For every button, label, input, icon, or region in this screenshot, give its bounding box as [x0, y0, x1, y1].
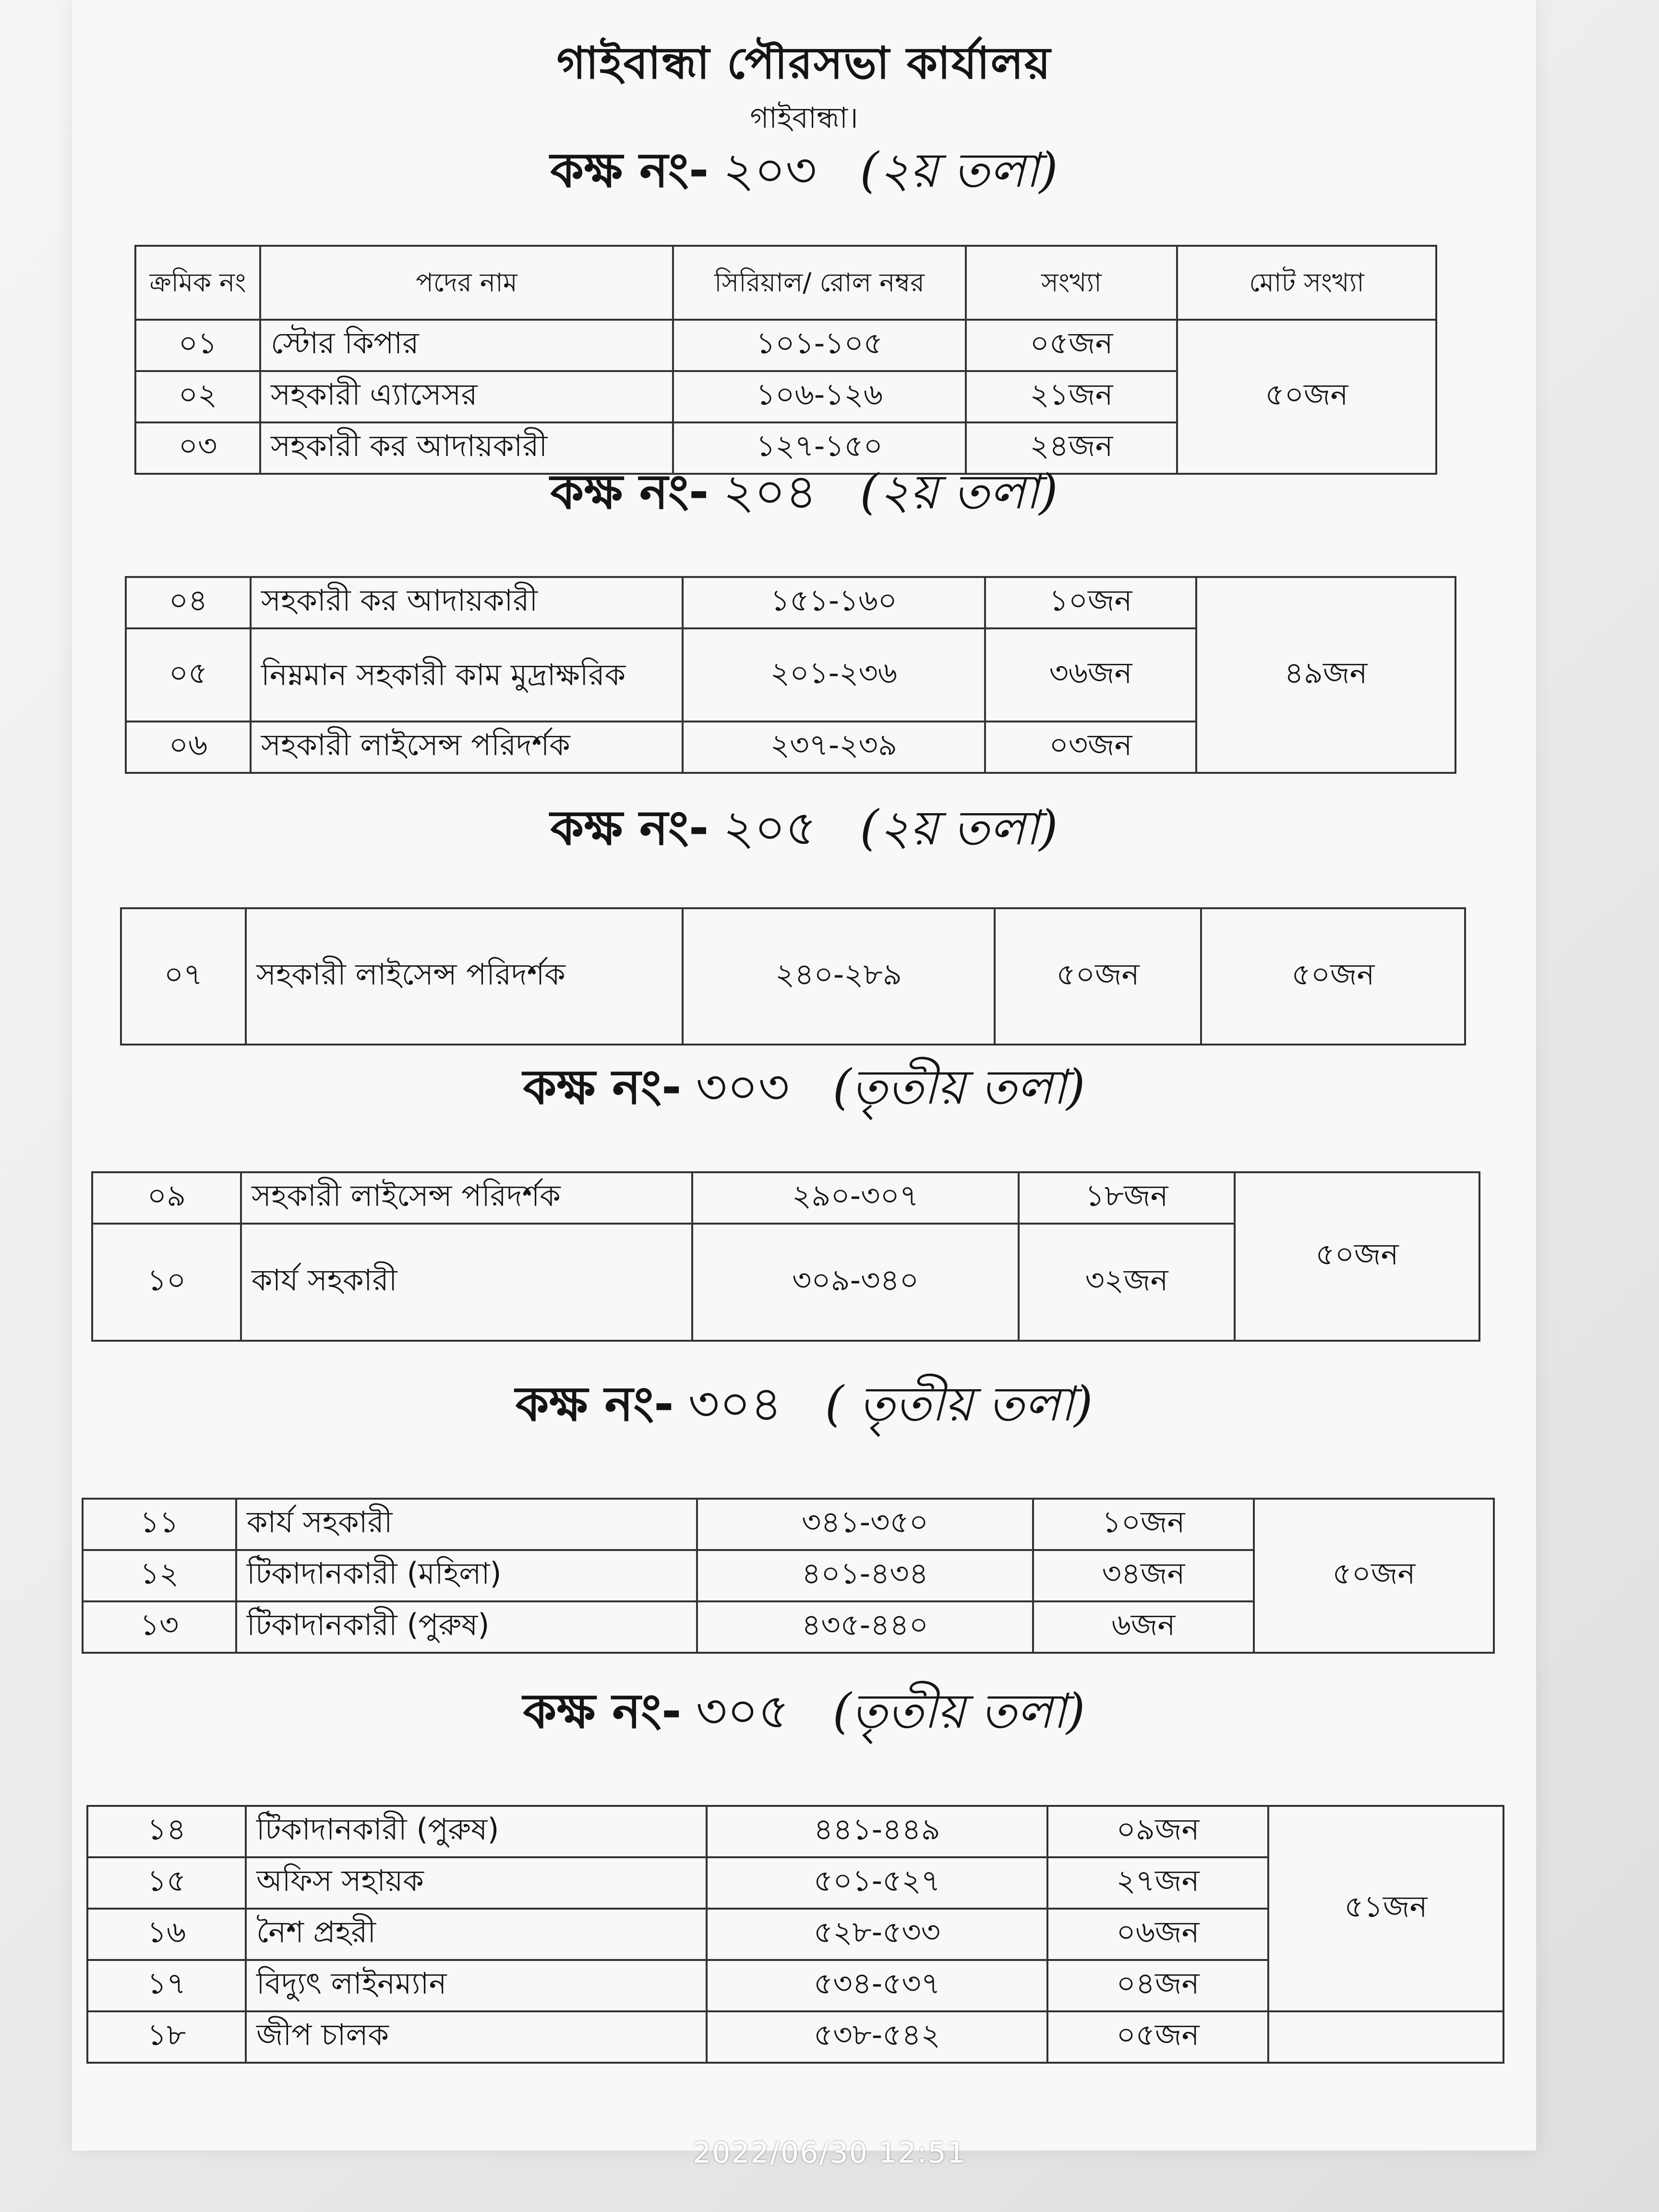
roll-cell: ৫৩৪-৫৩৭	[707, 1960, 1047, 2011]
serial-cell: ১১	[83, 1499, 236, 1550]
count-cell: ০৬জন	[1047, 1909, 1268, 1960]
count-cell: ৩৪জন	[1033, 1550, 1254, 1601]
total-cell: ৫০জন	[1254, 1499, 1494, 1653]
serial-cell: ০৪	[126, 577, 251, 628]
serial-cell: ০৬	[126, 721, 251, 773]
header-count: সংখ্যা	[966, 246, 1177, 320]
room-number: ৩০৪	[688, 1376, 782, 1432]
room-floor: ( তৃতীয় তলা)	[825, 1376, 1093, 1432]
room-table	[120, 907, 1466, 1046]
post-cell: সহকারী কর আদায়কারী	[251, 577, 683, 628]
roll-cell: ১২৭-১৫০	[673, 422, 966, 474]
roll-cell: ১০৬-১২৬	[673, 371, 966, 422]
post-cell: বিদ্যুৎ লাইনম্যান	[246, 1960, 707, 2011]
count-cell: ১৮জন	[1019, 1172, 1235, 1224]
roll-cell: ৫৩৮-৫৪২	[707, 2011, 1047, 2063]
count-cell: ৩৬জন	[985, 628, 1196, 721]
office-subtitle: গাইবান্ধা।	[750, 101, 858, 135]
count-cell: ৫০জন	[995, 908, 1201, 1045]
roll-cell: ৩০৯-৩৪০	[692, 1224, 1019, 1341]
total-cell: ৫০জন	[1235, 1172, 1479, 1341]
post-cell: টিকাদানকারী (পুরুষ)	[246, 1806, 707, 1857]
room-label: কক্ষ নং-	[550, 464, 709, 520]
count-cell: ০৩জন	[985, 721, 1196, 773]
office-title: গাইবান্ধা পৌরসভা কার্যালয়	[556, 37, 1052, 89]
post-cell: সহকারী এ্যাসেসর	[260, 371, 673, 422]
count-cell: ০৫জন	[966, 320, 1177, 371]
count-cell: ৬জন	[1033, 1601, 1254, 1653]
count-cell: ১০জন	[1033, 1499, 1254, 1550]
roll-cell: ৩৪১-৩৫০	[697, 1499, 1033, 1550]
roll-cell: ৪৪১-৪৪৯	[707, 1806, 1047, 1857]
count-cell: ০৯জন	[1047, 1806, 1268, 1857]
room-heading	[72, 139, 1536, 202]
post-cell: নিম্নমান সহকারী কাম মুদ্রাক্ষরিক	[251, 628, 683, 721]
serial-cell: ০২	[135, 371, 260, 422]
room-label: কক্ষ নং-	[550, 142, 709, 198]
post-cell: কার্য সহকারী	[241, 1224, 692, 1341]
room-number: ৩০৩	[696, 1059, 790, 1115]
table-row	[87, 1806, 1503, 1857]
roll-cell: ২৩৭-২৩৯	[683, 721, 985, 773]
room-number: ৩০৫	[696, 1683, 790, 1739]
post-cell: জীপ চালক	[246, 2011, 707, 2063]
post-cell: স্টোর কিপার	[260, 320, 673, 371]
table-row	[83, 1499, 1494, 1550]
post-cell: নৈশ প্রহরী	[246, 1909, 707, 1960]
roll-cell: ১৫১-১৬০	[683, 577, 985, 628]
printed-sheet	[72, 0, 1536, 2151]
serial-cell: ১৮	[87, 2011, 246, 2063]
room-floor: (তৃতীয় তলা)	[832, 1059, 1085, 1115]
table-row	[87, 2011, 1503, 2063]
serial-cell: ১৩	[83, 1601, 236, 1653]
room-number: ২০৪	[723, 464, 817, 520]
count-cell: ৩২জন	[1019, 1224, 1235, 1341]
table-header-row	[135, 246, 1436, 320]
roll-cell: ২৪০-২৮৯	[683, 908, 995, 1045]
total-cell: ৫০জন	[1177, 320, 1436, 474]
post-cell: সহকারী লাইসেন্স পরিদর্শক	[251, 721, 683, 773]
room-number: ২০৩	[723, 142, 817, 198]
post-cell: কার্য সহকারী	[236, 1499, 697, 1550]
serial-cell: ০১	[135, 320, 260, 371]
room-floor: (২য় তলা)	[860, 800, 1058, 856]
roll-cell: ৫২৮-৫৩৩	[707, 1909, 1047, 1960]
room-label: কক্ষ নং-	[550, 800, 709, 856]
count-cell: ০৫জন	[1047, 2011, 1268, 2063]
room-floor: (তৃতীয় তলা)	[832, 1683, 1085, 1739]
serial-cell: ১২	[83, 1550, 236, 1601]
header-post-name: পদের নাম	[260, 246, 673, 320]
roll-cell: ২৯০-৩০৭	[692, 1172, 1019, 1224]
room-table	[91, 1171, 1480, 1342]
serial-cell: ১৭	[87, 1960, 246, 2011]
table-row	[135, 320, 1436, 371]
count-cell: ১০জন	[985, 577, 1196, 628]
roll-cell: ৪০১-৪৩৪	[697, 1550, 1033, 1601]
post-cell: সহকারী কর আদায়কারী	[260, 422, 673, 474]
total-cell: ৫১জন	[1268, 1806, 1503, 2011]
room-heading	[72, 1373, 1536, 1435]
room-table	[86, 1805, 1504, 2064]
serial-cell: ০৩	[135, 422, 260, 474]
total-cell: ৫০জন	[1201, 908, 1465, 1045]
header-roll-range: সিরিয়াল/ রোল নম্বর	[673, 246, 966, 320]
room-heading	[72, 1056, 1536, 1118]
room-floor: (২য় তলা)	[860, 464, 1058, 520]
table-row	[126, 577, 1455, 628]
serial-cell: ০৫	[126, 628, 251, 721]
room-floor: (২য় তলা)	[860, 142, 1058, 198]
empty-total-cell	[1268, 2011, 1503, 2063]
photo-timestamp: 2022/06/30 12:51	[693, 2136, 966, 2170]
roll-cell: ২০১-২৩৬	[683, 628, 985, 721]
serial-cell: ১৪	[87, 1806, 246, 1857]
header-serial-no: ক্রমিক নং	[135, 246, 260, 320]
table-row	[121, 908, 1465, 1045]
serial-cell: ১৬	[87, 1909, 246, 1960]
count-cell: ০৪জন	[1047, 1960, 1268, 2011]
room-table	[125, 576, 1456, 774]
header-total: মোট সংখ্যা	[1177, 246, 1436, 320]
count-cell: ২১জন	[966, 371, 1177, 422]
post-cell: টিকাদানকারী (মহিলা)	[236, 1550, 697, 1601]
count-cell: ২৪জন	[966, 422, 1177, 474]
total-cell: ৪৯জন	[1196, 577, 1455, 773]
serial-cell: ০৭	[121, 908, 246, 1045]
room-heading	[72, 797, 1536, 859]
roll-cell: ১০১-১০৫	[673, 320, 966, 371]
room-number: ২০৫	[723, 800, 817, 856]
roll-cell: ৪৩৫-৪৪০	[697, 1601, 1033, 1653]
count-cell: ২৭জন	[1047, 1857, 1268, 1909]
roll-cell: ৫০১-৫২৭	[707, 1857, 1047, 1909]
room-heading	[72, 461, 1536, 523]
room-heading	[72, 1680, 1536, 1743]
serial-cell: ০৯	[92, 1172, 241, 1224]
room-label: কক্ষ নং-	[523, 1683, 682, 1739]
room-table	[134, 245, 1437, 475]
serial-cell: ১৫	[87, 1857, 246, 1909]
post-cell: সহকারী লাইসেন্স পরিদর্শক	[246, 908, 683, 1045]
post-cell: অফিস সহায়ক	[246, 1857, 707, 1909]
post-cell: সহকারী লাইসেন্স পরিদর্শক	[241, 1172, 692, 1224]
room-label: কক্ষ নং-	[515, 1376, 674, 1432]
post-cell: টিকাদানকারী (পুরুষ)	[236, 1601, 697, 1653]
room-table	[82, 1498, 1495, 1654]
serial-cell: ১০	[92, 1224, 241, 1341]
room-label: কক্ষ নং-	[523, 1059, 682, 1115]
table-row	[92, 1172, 1479, 1224]
